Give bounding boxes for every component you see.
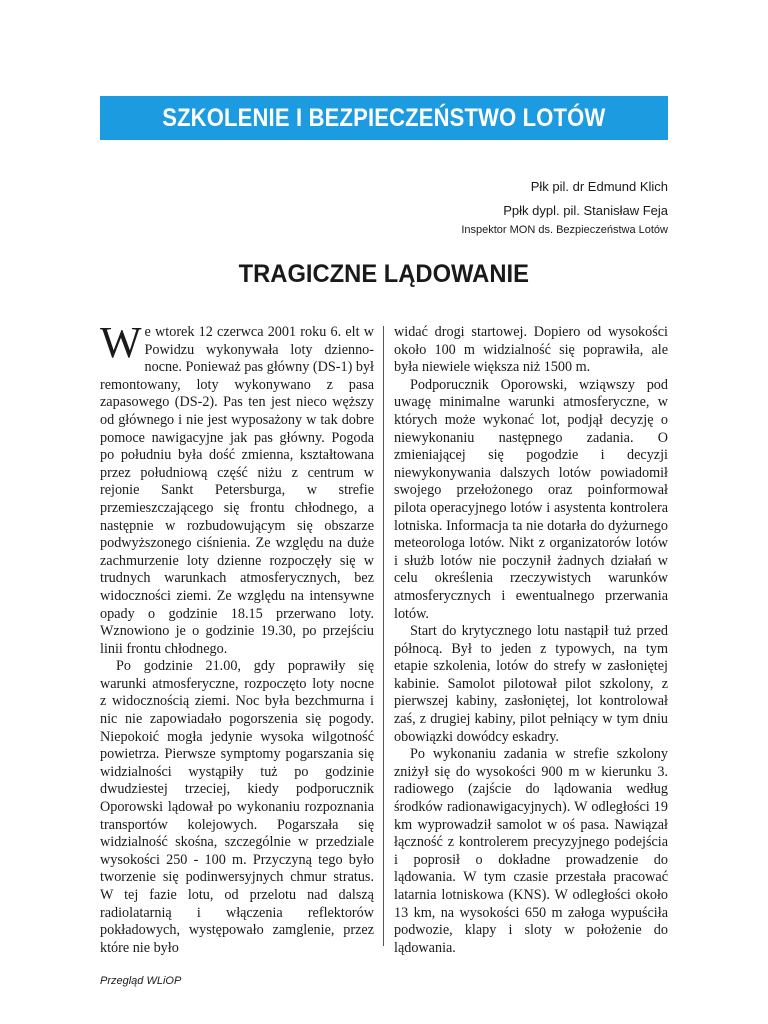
author-2: Ppłk dypl. pil. Stanisław Feja bbox=[503, 203, 668, 218]
right-column bbox=[394, 324, 668, 957]
author-1: Płk pil. dr Edmund Klich bbox=[530, 179, 668, 194]
article-title-text: TRAGICZNE LĄDOWANIE bbox=[238, 260, 530, 288]
paragraph-4: Podporucznik Oporowski, wziąwszy pod uwagę minimalne warunki atmosferyczne, w których może wykonać lot, podjął decyzję o niewykonaniu następnego zadania. O zmieniającej się pogodzie i decyzji niewykonywania dalszych lotów powiadomił swojego przełożonego oraz poinformował pilota operacyjnego lotów i asystenta kontrolera lotniska. Informacja ta nie dotarła do dyżurnego meteorologa lotów. Nikt z organizatorów lotów i służb lotów nie poczynił żadnych działań w celu określenia rzeczywistych warunków atmosferycznych i ewentualnego przerwania lotów. bbox=[394, 376, 668, 622]
dropcap: W bbox=[100, 318, 142, 367]
left-column bbox=[100, 318, 374, 957]
authors-block bbox=[268, 175, 668, 237]
paragraph-2: Po godzinie 21.00, gdy poprawiły się warunki atmosferyczne, rozpoczęto loty nocne z widocznością ziemi. Noc była bezchmurna i nic nie zapowiadało pogorszenia się pogody. Niepokoić mogła jedynie wysoka wilgotność powietrza. Pierwsze symptomy pogarszania się widzialności wystąpiły tuż po godzinie dwudziestej trzeciej, kiedy podporucznik Oporowski lądował po wykonaniu rozpoznania transportów kolejowych. Pogarszała się widzialność skośna, szczególnie w przedziale wysokości 250 - 100 m. Przyczyną tego było tworzenie się podinwersyjnych chmur stratus. W tej fazie lotu, od przelotu nad dalszą radiolatarnią i włączenia reflektorów pokładowych, występowało zamglenie, przez które nie było bbox=[100, 658, 374, 956]
article-title bbox=[100, 260, 668, 289]
author-role: Inspektor MON ds. Bezpieczeństwa Lotów bbox=[461, 224, 668, 236]
paragraph-3: widać drogi startowej. Dopiero od wysokości około 100 m widzialność się poprawiła, ale była niewiele większa niż 1500 m. bbox=[394, 324, 668, 376]
paragraph-1-text: e wtorek 12 czerwca 2001 roku 6. elt w Powidzu wykonywała loty dzienno-nocne. Ponieważ pas główny (DS-1) był remontowany, loty wykonywano z pasa zapasowego (DS-2). Pas ten jest nieco węższy od głównego i nie jest wyposażony w tak dobre pomoce nawigacyjne jak pas główny. Pogoda po południu była dość zmienna, kształtowana przez południową część niżu z centrum w rejonie Sankt Petersburga, w strefie przemieszczającego się frontu chłodnego, a następnie w rozbudowującym się obszarze podwyższonego ciśnienia. Ze względu na duże zachmurzenie loty dzienne rozpoczęły się w trudnych warunkach atmosferycznych, bez widoczności ziemi. Ze względu na intensywne opady o godzinie 18.15 przerwano loty. Wznowiono je o godzinie 19.30, po przejściu linii frontu chłodnego. bbox=[100, 324, 374, 657]
section-banner bbox=[100, 96, 668, 140]
paragraph-5: Start do krytycznego lotu nastąpił tuż przed północą. Był to jeden z typowych, na tym etapie szkolenia, lotów do strefy w zasłoniętej kabinie. Samolot pilotował pilot szkolony, z pierwszej kabiny, zasłoniętej, lot kontrolował zaś, z drugiej kabiny, pilot pełniący w tym dniu obowiązki dowódcy eskadry. bbox=[394, 623, 668, 745]
column-divider bbox=[383, 326, 384, 946]
footer-journal-name: Przegląd WLiOP bbox=[100, 975, 182, 987]
section-banner-text: SZKOLENIE I BEZPIECZEŃSTWO LOTÓW bbox=[162, 103, 606, 132]
paragraph-1 bbox=[100, 318, 374, 658]
paragraph-6: Po wykonaniu zadania w strefie szkolony zniżył się do wysokości 900 m w kierunku 3. radiowego (zajście do lądowania według środków radionawigacyjnych). W odległości 19 km wyprowadził samolot w oś pasa. Nawiązał łączność z kontrolerem precyzyjnego podejścia i poprosił o dokładne prowadzenie do lądowania. W tym czasie przestała pracować latarnia lotniskowa (KNS). W odległości około 13 km, na wysokości 650 m załoga wypuściła podwozie, klapy i sloty w położenie do lądowania. bbox=[394, 746, 668, 956]
